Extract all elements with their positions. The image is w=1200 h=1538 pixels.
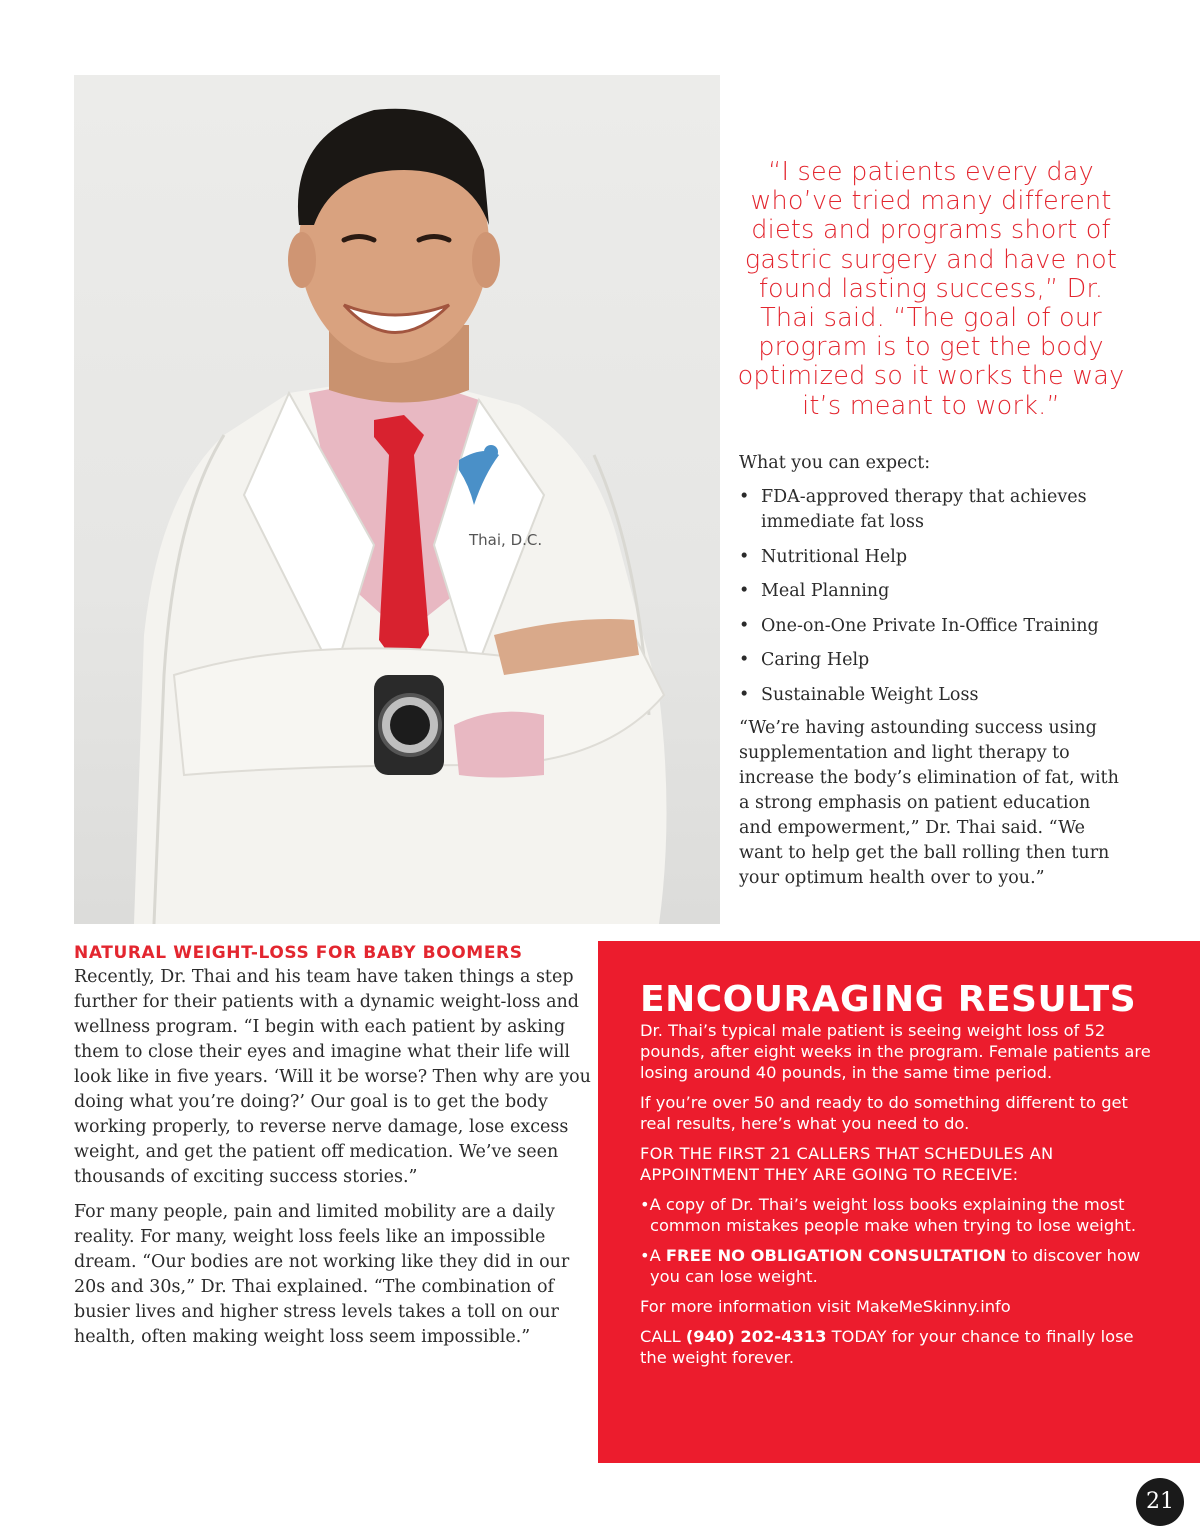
list-item: • Caring Help [739, 648, 1124, 673]
section-heading: NATURAL WEIGHT-LOSS FOR BABY BOOMERS [74, 943, 523, 963]
body-paragraph: For many people, pain and limited mobility are a daily reality. For many, weight loss feels like an impossible dream. “Our bodies are not working like they did in our 20s and 30s,” Dr. Thai explained. “The combination of busier lives and higher stress levels takes a toll on our health, often making weight loss seem impossible.” [74, 1202, 570, 1347]
list-item: • Nutritional Help [739, 545, 1124, 570]
callout-results-paragraph: Dr. Thai’s typical male patient is seeing weight loss of 52 pounds, after eight weeks in the program. Female patients are losing around 40 pounds, in the same time period. [640, 1021, 1151, 1082]
right-column [739, 451, 1124, 891]
page-number: 21 [1136, 1478, 1184, 1526]
body-paragraph: Recently, Dr. Thai and his team have taken things a step further for their patients with a dynamic weight-loss and wellness program. “I begin with each patient by asking them to close their eyes and imagine what their life will look like in five years. ‘Will it be worse? Then why are you doing what you’re doing?’ Our goal is to get the body working properly, to reverse nerve damage, lose excess weight, and get the patient off medication. We’ve seen thousands of exciting success stories.” [74, 967, 591, 1187]
expect-list [739, 485, 1124, 708]
list-item: • FDA-approved therapy that achieves immediate fat loss [739, 485, 1124, 535]
free-consultation-text: FREE NO OBLIGATION CONSULTATION [665, 1246, 1007, 1265]
call-prefix: CALL [640, 1327, 686, 1346]
callout-title: ENCOURAGING RESULTS [640, 979, 1137, 1020]
call-suffix: TODAY for your chance to finally lose the weight forever. [640, 1327, 1134, 1367]
list-item: • Sustainable Weight Loss [739, 683, 1124, 708]
doctor-photo [74, 75, 720, 924]
callout-bullet-consultation [640, 1245, 1160, 1287]
phone-number: (940) 202-4313 [685, 1327, 827, 1346]
pull-quote: “I see patients every day who’ve tried many different diets and programs short of gastric surgery and have not found lasting success,” Dr. Thai said. “The goal of our program is to get the body optimized so it works the way it’s meant to work.” [737, 157, 1125, 421]
doctor-illustration [74, 75, 720, 924]
callout-info-line: For more information visit MakeMeSkinny.info [640, 1297, 1011, 1316]
callout-bullet-books: •A copy of Dr. Thai’s weight loss books explaining the most common mistakes people make when trying to lose weight. [640, 1195, 1137, 1235]
callout-offer-heading: FOR THE FIRST 21 CALLERS THAT SCHEDULES AN APPOINTMENT THEY ARE GOING TO RECEIVE: [640, 1144, 1054, 1184]
list-item: • One-on-One Private In-Office Training [739, 614, 1124, 639]
callout-call-line [640, 1326, 1160, 1368]
coat-name-label: Thai, D.C. [469, 531, 543, 549]
results-callout [598, 941, 1200, 1463]
list-item: • Meal Planning [739, 579, 1124, 604]
bullet-suffix: to discover how you can lose weight. [650, 1246, 1141, 1286]
bullet-prefix: •A [640, 1246, 666, 1265]
callout-over-50-paragraph: If you’re over 50 and ready to do something different to get real results, here’s what you need to do. [640, 1093, 1128, 1133]
expect-intro: What you can expect: [739, 453, 931, 473]
left-column [74, 942, 594, 1360]
closing-quote-paragraph: “We’re having astounding success using supplementation and light therapy to increase the body’s elimination of fat, with a strong emphasis on patient education and empowerment,” Dr. Thai said. “We want to help get the ball rolling then turn your optimum health over to you.” [739, 718, 1119, 888]
